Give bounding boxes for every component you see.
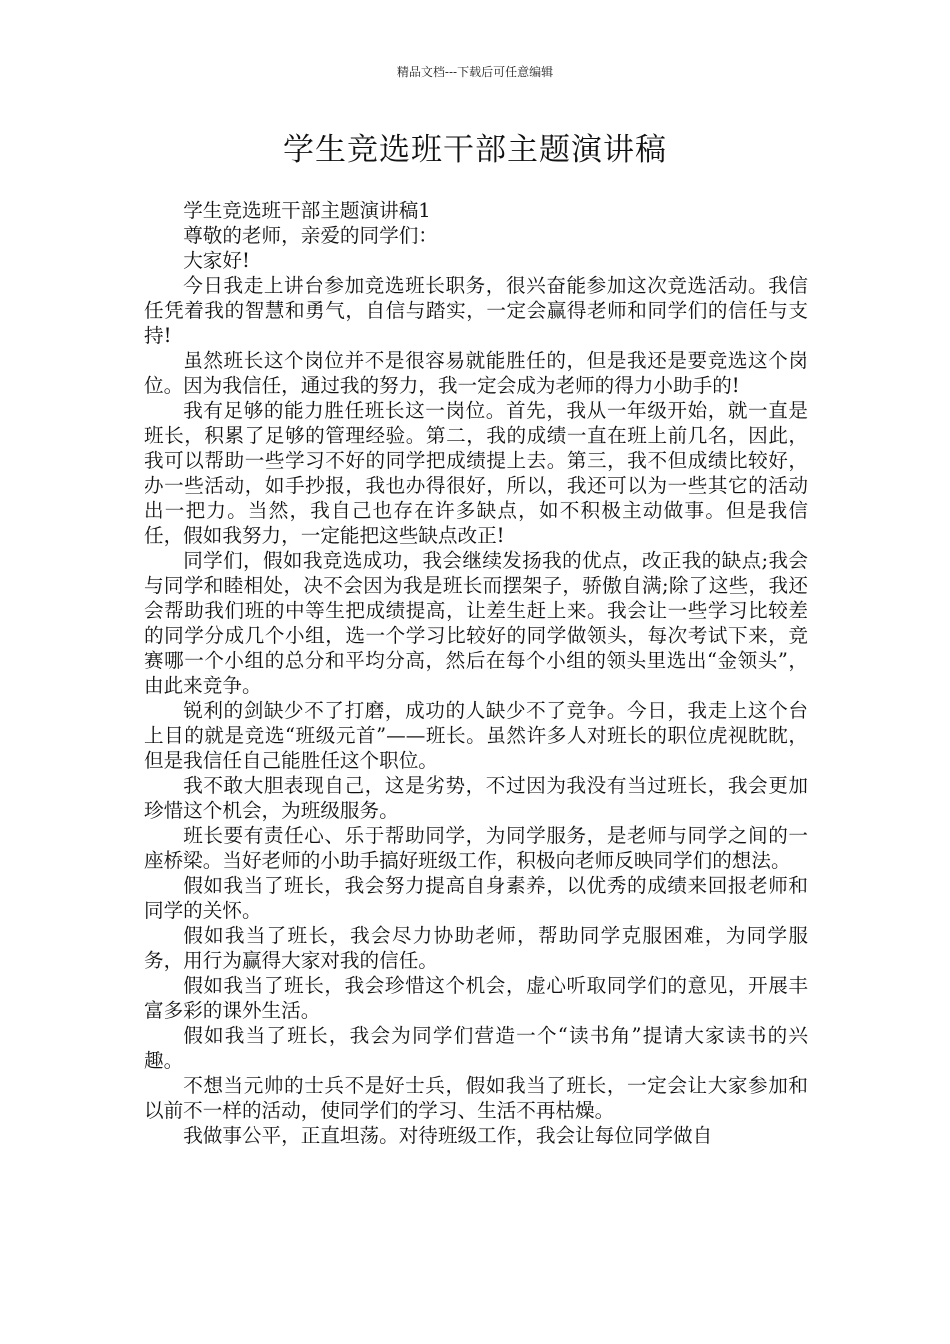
body-paragraph: 假如我当了班长，我会为同学们营造一个“读书角”提请大家读书的兴趣。: [144, 1024, 808, 1072]
body-paragraph: 班长要有责任心、乐于帮助同学，为同学服务，是老师与同学之间的一座桥梁。当好老师的小助手搞好班级工作，积极向老师反映同学们的想法。: [144, 824, 808, 872]
body-paragraph: 我有足够的能力胜任班长这一岗位。首先，我从一年级开始，就一直是班长，积累了足够的管理经验。第二，我的成绩一直在班上前几名，因此，我可以帮助一些学习不好的同学把成绩提上去。第三，我不但成绩比较好，办一些活动，如手抄报，我也办得很好，所以，我还可以为一些其它的活动出一把力。当然，我自己也存在许多缺点，如不积极主动做事。但是我信任，假如我努力，一定能把这些缺点改正!: [144, 399, 808, 547]
body-paragraph: 假如我当了班长，我会珍惜这个机会，虚心听取同学们的意见，开展丰富多彩的课外生活。: [144, 974, 808, 1022]
body-paragraph: 今日我走上讲台参加竞选班长职务，很兴奋能参加这次竞选活动。我信任凭着我的智慧和勇气，自信与踏实，一定会赢得老师和同学们的信任与支持!: [144, 274, 808, 347]
salutation-paragraph: 尊敬的老师，亲爱的同学们：: [183, 224, 438, 247]
body-paragraph: 同学们，假如我竞选成功，我会继续发扬我的优点，改正我的缺点;我会与同学和睦相处，决不会因为我是班长而摆架子，骄傲自满;除了这些，我还会帮助我们班的中等生把成绩提高，让差生赶上来。我会让一些学习比较差的同学分成几个小组，选一个学习比较好的同学做领头，每次考试下来，竞赛哪一个小组的总分和平均分高，然后在每个小组的领头里选出“金领头”，由此来竞争。: [144, 549, 808, 697]
body-paragraph: 锐利的剑缺少不了打磨，成功的人缺少不了竞争。今日，我走上这个台上目的就是竞选“班级元首”——班长。虽然许多人对班长的职位虎视眈眈，但是我信任自己能胜任这个职位。: [144, 699, 808, 772]
subtitle-paragraph: 学生竞选班干部主题演讲稿1: [183, 199, 431, 222]
page-header: 精品文档---下载后可任意编辑: [396, 65, 554, 79]
body-paragraph: 不想当元帅的士兵不是好士兵，假如我当了班长，一定会让大家参加和以前不一样的活动，使同学们的学习、生活不再枯燥。: [144, 1074, 808, 1122]
body-paragraph: 我不敢大胆表现自己，这是劣势，不过因为我没有当过班长，我会更加珍惜这个机会，为班级服务。: [144, 774, 808, 822]
body-paragraph: 我做事公平，正直坦荡。对待班级工作，我会让每位同学做自: [183, 1124, 713, 1147]
body-paragraph: 虽然班长这个岗位并不是很容易就能胜任的，但是我还是要竞选这个岗位。因为我信任，通过我的努力，我一定会成为老师的得力小助手的!: [144, 349, 808, 397]
document-title: 学生竞选班干部主题演讲稿: [283, 132, 667, 168]
greeting-paragraph: 大家好!: [183, 249, 250, 272]
body-paragraph: 假如我当了班长，我会努力提高自身素养，以优秀的成绩来回报老师和同学的关怀。: [144, 874, 808, 922]
document-body: [144, 198, 808, 1148]
body-paragraph: 假如我当了班长，我会尽力协助老师，帮助同学克服困难，为同学服务，用行为赢得大家对我的信任。: [144, 924, 808, 972]
